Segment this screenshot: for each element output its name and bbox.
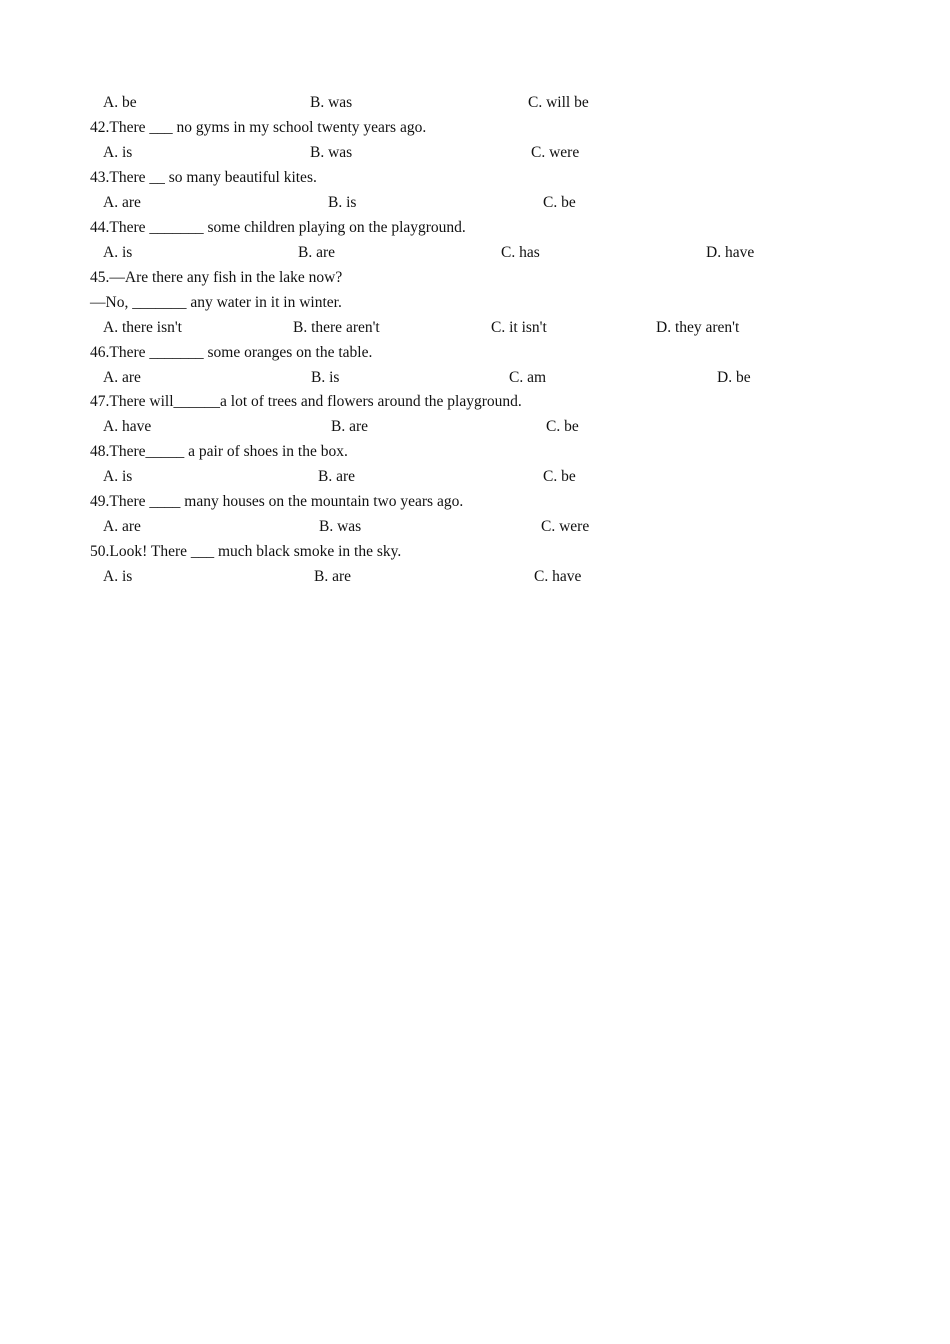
- options-row-47: [0, 416, 950, 438]
- options-row-49: [0, 516, 950, 538]
- option-c: C. be: [546, 418, 579, 435]
- option-c: C. be: [543, 468, 576, 485]
- options-row-42: [0, 142, 950, 164]
- question-45: [0, 267, 950, 289]
- option-b: B. was: [310, 144, 353, 161]
- option-d: D. be: [717, 369, 751, 386]
- option-c: C. were: [541, 518, 590, 535]
- options-row-50: [0, 566, 950, 588]
- question-text: 49.There ____ many houses on the mountain two years ago.: [90, 493, 464, 510]
- question-45-reply: [0, 292, 950, 314]
- question-48: [0, 441, 950, 463]
- option-a: A. is: [103, 244, 133, 261]
- question-text: 43.There __ so many beautiful kites.: [90, 169, 317, 186]
- option-a: A. there isn't: [103, 319, 182, 336]
- option-a: A. be: [103, 94, 137, 111]
- option-c: C. have: [534, 568, 582, 585]
- question-text: —No, _______ any water in it in winter.: [90, 294, 342, 311]
- options-row-45: [0, 317, 950, 339]
- option-d: D. they aren't: [656, 319, 740, 336]
- option-b: B. is: [311, 369, 340, 386]
- option-b: B. are: [318, 468, 356, 485]
- option-c: C. am: [509, 369, 547, 386]
- question-49: [0, 491, 950, 513]
- question-text: 44.There _______ some children playing on the playground.: [90, 219, 466, 236]
- question-50: [0, 541, 950, 563]
- question-text: 46.There _______ some oranges on the table.: [90, 344, 373, 361]
- option-a: A. have: [103, 418, 152, 435]
- option-c: C. be: [543, 194, 576, 211]
- option-b: B. was: [319, 518, 362, 535]
- question-text: 50.Look! There ___ much black smoke in the sky.: [90, 543, 402, 560]
- option-b: B. is: [328, 194, 357, 211]
- option-b: B. there aren't: [293, 319, 380, 336]
- option-b: B. are: [314, 568, 352, 585]
- options-row-41: [0, 92, 950, 114]
- question-43: [0, 167, 950, 189]
- option-b: B. was: [310, 94, 353, 111]
- question-text: 45.—Are there any fish in the lake now?: [90, 269, 343, 286]
- options-row-48: [0, 466, 950, 488]
- option-c: C. will be: [528, 94, 589, 111]
- option-a: A. is: [103, 568, 133, 585]
- options-row-43: [0, 192, 950, 214]
- option-b: B. are: [331, 418, 369, 435]
- option-d: D. have: [706, 244, 755, 261]
- question-46: [0, 342, 950, 364]
- options-row-46: [0, 367, 950, 389]
- question-text: 48.There_____ a pair of shoes in the box.: [90, 443, 348, 460]
- question-42: [0, 117, 950, 139]
- option-c: C. it isn't: [491, 319, 547, 336]
- option-a: A. are: [103, 369, 141, 386]
- option-c: C. has: [501, 244, 540, 261]
- option-a: A. is: [103, 468, 133, 485]
- question-44: [0, 217, 950, 239]
- options-row-44: [0, 242, 950, 264]
- question-text: 47.There will______a lot of trees and flowers around the playground.: [90, 393, 522, 410]
- option-c: C. were: [531, 144, 580, 161]
- option-b: B. are: [298, 244, 336, 261]
- option-a: A. are: [103, 194, 141, 211]
- question-47: [0, 391, 950, 413]
- option-a: A. is: [103, 144, 133, 161]
- option-a: A. are: [103, 518, 141, 535]
- question-text: 42.There ___ no gyms in my school twenty years ago.: [90, 119, 427, 136]
